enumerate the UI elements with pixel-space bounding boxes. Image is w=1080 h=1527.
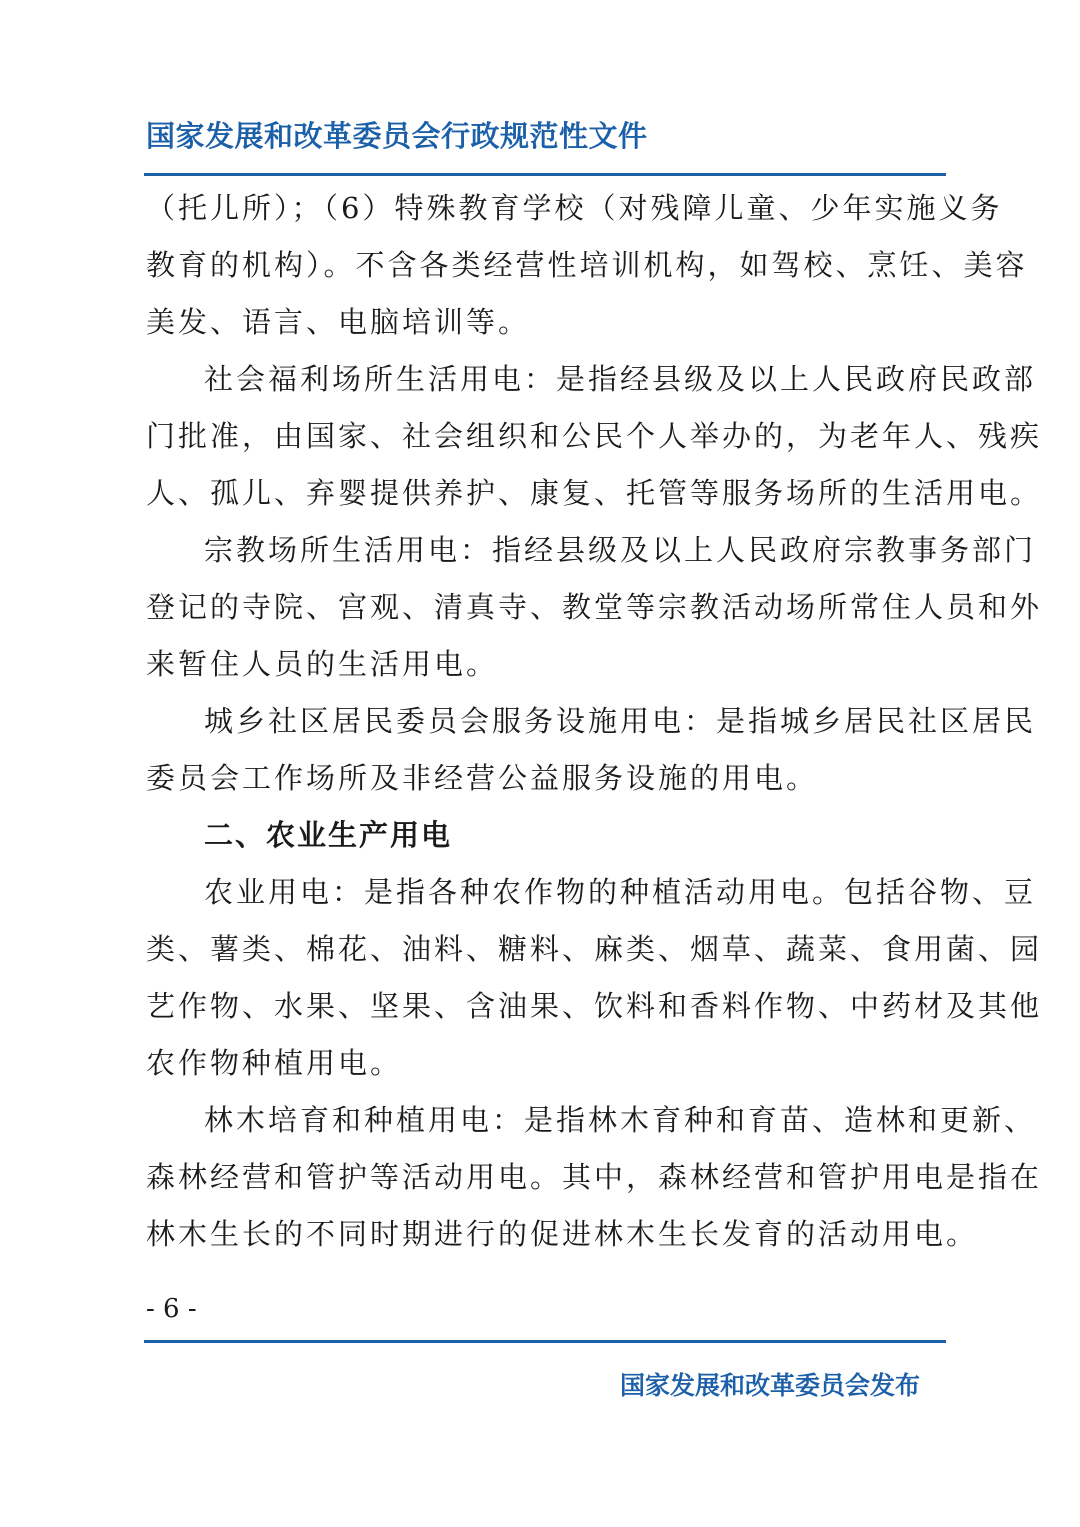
paragraph-start-line: 林木培育和种植用电：是指林木育种和育苗、造林和更新、 <box>204 1103 1037 1137</box>
body-line: 门批准，由国家、社会组织和公民个人举办的，为老年人、残疾 <box>146 419 1043 453</box>
page-number: - 6 - <box>146 1294 197 1324</box>
paragraph-start-line: 城乡社区居民委员会服务设施用电：是指城乡居民社区居民 <box>204 704 1037 738</box>
body-line: 来暂住人员的生活用电。 <box>146 647 499 681</box>
header-divider <box>144 173 946 176</box>
paragraph-start-line: 农业用电：是指各种农作物的种植活动用电。包括谷物、豆 <box>204 875 1037 909</box>
paragraph-start-line: 宗教场所生活用电：指经县级及以上人民政府宗教事务部门 <box>204 533 1037 567</box>
document-header-title: 国家发展和改革委员会行政规范性文件 <box>146 119 648 153</box>
body-line: 人、孤儿、弃婴提供养护、康复、托管等服务场所的生活用电。 <box>146 476 1043 510</box>
body-line: 教育的机构）。不含各类经营性培训机构，如驾校、烹饪、美容 <box>146 248 1028 282</box>
body-line: 类、薯类、棉花、油料、糖料、麻类、烟草、蔬菜、食用菌、园 <box>146 932 1043 966</box>
section-heading: 二、农业生产用电 <box>204 818 453 852</box>
body-line: 森林经营和管护等活动用电。其中，森林经营和管护用电是指在 <box>146 1160 1043 1194</box>
document-body <box>146 180 1043 1263</box>
body-line: 艺作物、水果、坚果、含油果、饮料和香料作物、中药材及其他 <box>146 989 1043 1023</box>
paragraph-start-line: 社会福利场所生活用电：是指经县级及以上人民政府民政部 <box>204 362 1037 396</box>
body-line: 美发、语言、电脑培训等。 <box>146 305 531 339</box>
body-line: 农作物种植用电。 <box>146 1046 403 1080</box>
footer-publisher: 国家发展和改革委员会发布 <box>619 1371 920 1400</box>
footer-divider <box>144 1340 946 1343</box>
body-line: （托儿所）；（6）特殊教育学校（对残障儿童、少年实施义务 <box>146 191 1003 225</box>
body-line: 登记的寺院、宫观、清真寺、教堂等宗教活动场所常住人员和外 <box>146 590 1043 624</box>
body-line: 委员会工作场所及非经营公益服务设施的用电。 <box>146 761 819 795</box>
body-line: 林木生长的不同时期进行的促进林木生长发育的活动用电。 <box>146 1217 979 1251</box>
